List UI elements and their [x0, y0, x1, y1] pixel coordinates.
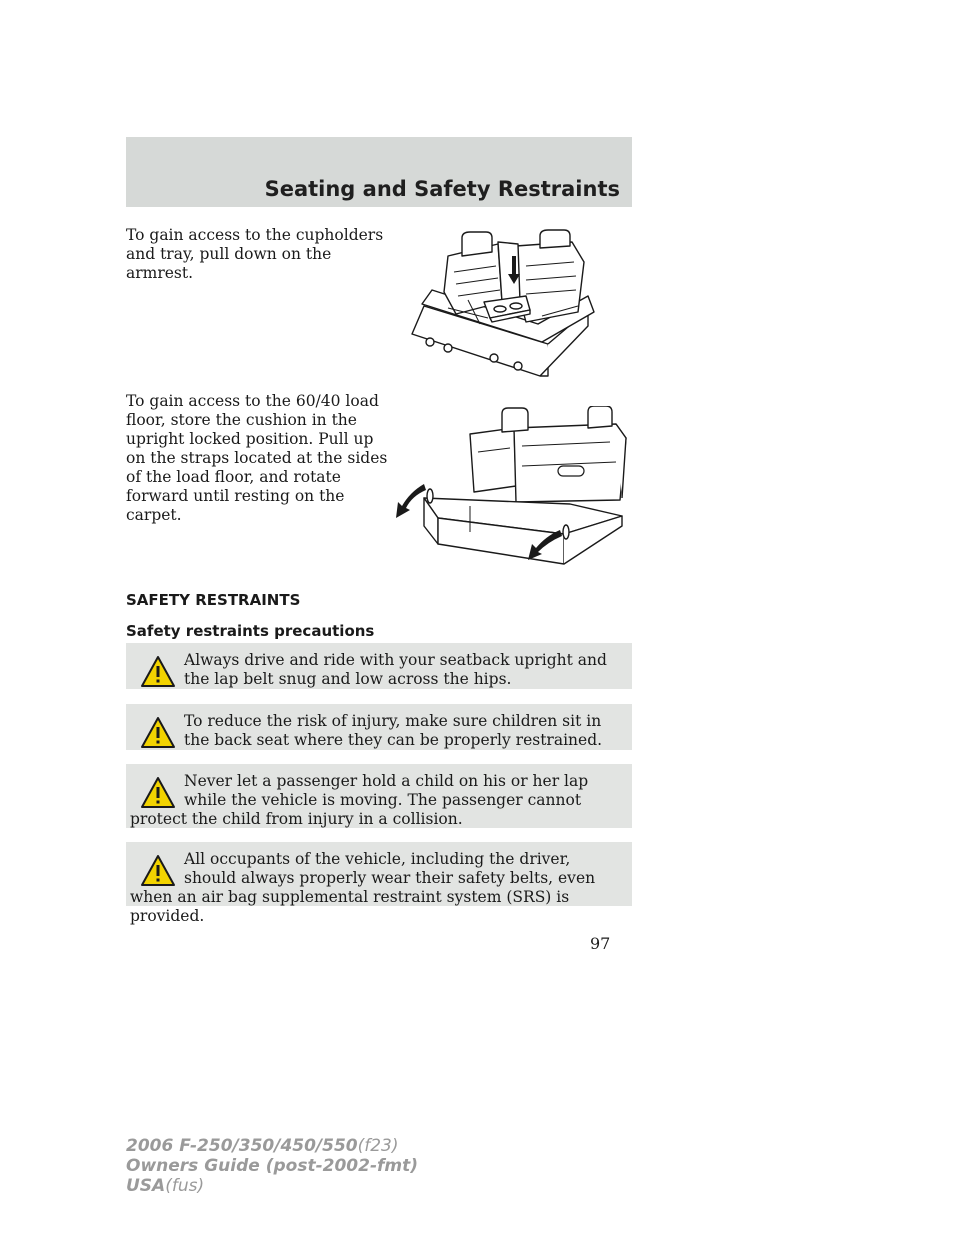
footer — [126, 1136, 418, 1196]
footer-line-1: 2006 F-250/350/450/550(f23) — [126, 1136, 399, 1156]
load-floor-paragraph: To gain access to the 60/40 load floor, store the cushion in the upright locked position. Pull up on the straps located at the sides of the load floor, and rotate forward until resting on the carpet. — [126, 392, 388, 524]
warning-triangle-icon — [140, 655, 176, 689]
warning-text: Never let a passenger hold a child on his or her lap while the vehicle is moving. The passenger cannot protect the child from injury in a collision. — [130, 772, 589, 828]
footer-line-2: Owners Guide (post-2002-fmt) — [126, 1156, 419, 1176]
header-band — [126, 137, 632, 207]
warning-box-2 — [126, 704, 632, 750]
rear-seat-armrest-illustration — [408, 226, 604, 384]
section-heading: SAFETY RESTRAINTS — [126, 591, 301, 609]
warning-box-4 — [126, 842, 632, 925]
warning-triangle-icon — [140, 716, 176, 750]
page-title: Seating and Safety Restraints — [264, 177, 620, 201]
warning-text: Always drive and ride with your seatback upright and the lap belt snug and low across the hips. — [184, 651, 607, 688]
rear-seat-load-floor-illustration — [390, 406, 630, 566]
section-subheading: Safety restraints precautions — [126, 622, 375, 640]
page-number: 97 — [590, 934, 611, 953]
warning-box-1 — [126, 643, 632, 689]
armrest-paragraph: To gain access to the cupholders and tray, pull down on the armrest. — [126, 226, 384, 282]
warning-triangle-icon — [140, 854, 176, 888]
warning-text: All occupants of the vehicle, including the driver, should always properly wear their safety belts, even when an air bag supplemental restraint system (SRS) is provided. — [130, 850, 596, 925]
warning-triangle-icon — [140, 776, 176, 810]
warning-box-3 — [126, 764, 632, 828]
warning-text: To reduce the risk of injury, make sure children sit in the back seat where they can be properly restrained. — [184, 712, 603, 749]
footer-line-3: USA(fus) — [126, 1176, 205, 1196]
